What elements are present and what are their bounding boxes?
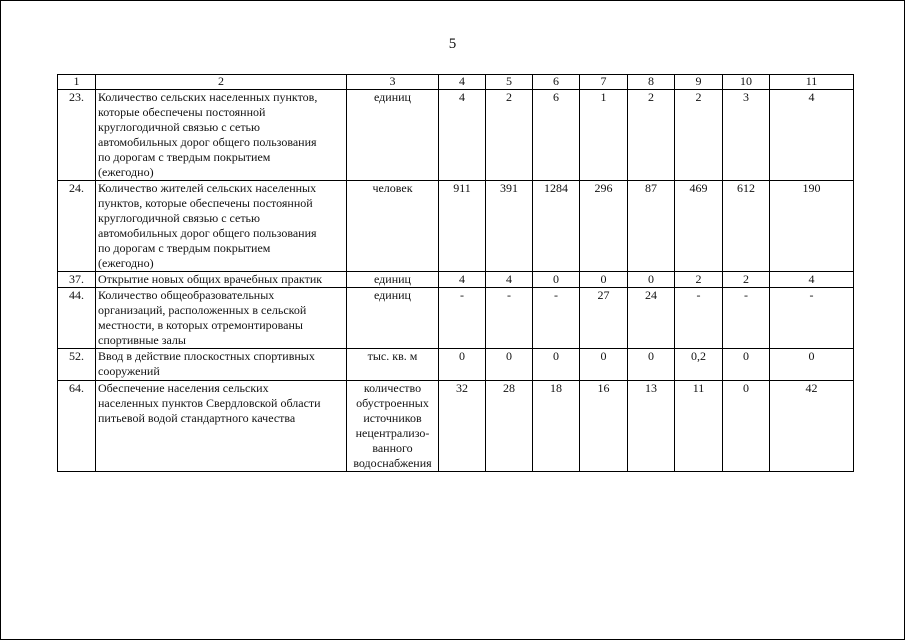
indicator-name-line: автомобильных дорог общего пользования bbox=[98, 226, 317, 240]
indicator-name-line: Количество жителей сельских населенных bbox=[98, 181, 317, 195]
value-cell: 6 bbox=[533, 90, 580, 181]
unit-line: единиц bbox=[374, 272, 411, 286]
table-row bbox=[58, 90, 854, 181]
table-row bbox=[58, 381, 854, 472]
indicator-name-line: по дорогам с твердым покрытием bbox=[98, 241, 271, 255]
column-header: 5 bbox=[486, 75, 533, 90]
column-header: 3 bbox=[347, 75, 439, 90]
unit-line: единиц bbox=[374, 288, 411, 302]
unit-line: единиц bbox=[374, 90, 411, 104]
indicator-name-line: Ввод в действие плоскостных спортивных bbox=[98, 349, 315, 363]
unit-line: обустроенных bbox=[356, 396, 429, 410]
value-cell: 11 bbox=[675, 381, 723, 472]
value-cell: - bbox=[675, 288, 723, 349]
column-header: 8 bbox=[628, 75, 675, 90]
column-header: 9 bbox=[675, 75, 723, 90]
indicator-name bbox=[96, 381, 347, 472]
indicator-name-line: круглогодичной связью с сетью bbox=[98, 211, 260, 225]
value-cell: 0 bbox=[723, 349, 770, 381]
indicator-name-line: Обеспечение населения сельских bbox=[98, 381, 269, 395]
value-cell: 4 bbox=[770, 272, 854, 288]
row-number: 52. bbox=[58, 349, 96, 381]
value-cell: 3 bbox=[723, 90, 770, 181]
value-cell: 190 bbox=[770, 181, 854, 272]
indicator-name-line: Количество сельских населенных пунктов, bbox=[98, 90, 318, 104]
indicator-name-line: по дорогам с твердым покрытием bbox=[98, 150, 271, 164]
indicator-name-line: местности, в которых отремонтированы bbox=[98, 318, 303, 332]
value-cell: 0 bbox=[723, 381, 770, 472]
indicator-name-line: автомобильных дорог общего пользования bbox=[98, 135, 317, 149]
row-number: 23. bbox=[58, 90, 96, 181]
value-cell: 4 bbox=[770, 90, 854, 181]
column-header: 1 bbox=[58, 75, 96, 90]
column-header: 7 bbox=[580, 75, 628, 90]
value-cell: 469 bbox=[675, 181, 723, 272]
value-cell: 296 bbox=[580, 181, 628, 272]
value-cell: - bbox=[533, 288, 580, 349]
unit-line: количество bbox=[363, 381, 422, 395]
row-number: 37. bbox=[58, 272, 96, 288]
value-cell: - bbox=[723, 288, 770, 349]
indicator-name-line: (ежегодно) bbox=[98, 165, 154, 179]
value-cell: 0 bbox=[628, 349, 675, 381]
row-number: 44. bbox=[58, 288, 96, 349]
value-cell: 87 bbox=[628, 181, 675, 272]
indicator-name-line: спортивные залы bbox=[98, 333, 186, 347]
table-row bbox=[58, 272, 854, 288]
unit-of-measure bbox=[347, 381, 439, 472]
unit-line: человек bbox=[372, 181, 413, 195]
value-cell: 1284 bbox=[533, 181, 580, 272]
value-cell: 2 bbox=[675, 272, 723, 288]
value-cell: 2 bbox=[486, 90, 533, 181]
value-cell: 391 bbox=[486, 181, 533, 272]
unit-of-measure bbox=[347, 349, 439, 381]
indicator-name bbox=[96, 90, 347, 181]
value-cell: 4 bbox=[439, 272, 486, 288]
value-cell: 13 bbox=[628, 381, 675, 472]
value-cell: 0 bbox=[580, 272, 628, 288]
value-cell: 0,2 bbox=[675, 349, 723, 381]
value-cell: 32 bbox=[439, 381, 486, 472]
value-cell: 2 bbox=[723, 272, 770, 288]
value-cell: 2 bbox=[628, 90, 675, 181]
indicator-name-line: пунктов, которые обеспечены постоянной bbox=[98, 196, 313, 210]
column-header: 10 bbox=[723, 75, 770, 90]
table-body bbox=[58, 75, 854, 472]
indicator-name-line: питьевой водой стандартного качества bbox=[98, 411, 296, 425]
table-header-row bbox=[58, 75, 854, 90]
indicator-name-line: населенных пунктов Свердловской области bbox=[98, 396, 321, 410]
page-number: 5 bbox=[448, 36, 457, 52]
indicator-name-line: которые обеспечены постоянной bbox=[98, 105, 266, 119]
unit-line: нецентрализо- bbox=[355, 426, 430, 440]
value-cell: - bbox=[486, 288, 533, 349]
table-row bbox=[58, 288, 854, 349]
value-cell: 18 bbox=[533, 381, 580, 472]
value-cell: 1 bbox=[580, 90, 628, 181]
column-header: 6 bbox=[533, 75, 580, 90]
value-cell: 0 bbox=[770, 349, 854, 381]
value-cell: 0 bbox=[439, 349, 486, 381]
table-row bbox=[58, 181, 854, 272]
value-cell: 0 bbox=[580, 349, 628, 381]
unit-line: водоснабжения bbox=[353, 456, 432, 470]
row-number: 24. bbox=[58, 181, 96, 272]
value-cell: - bbox=[439, 288, 486, 349]
value-cell: 0 bbox=[533, 349, 580, 381]
indicator-name bbox=[96, 349, 347, 381]
value-cell: 24 bbox=[628, 288, 675, 349]
row-number: 64. bbox=[58, 381, 96, 472]
value-cell: 4 bbox=[486, 272, 533, 288]
unit-of-measure bbox=[347, 181, 439, 272]
value-cell: 0 bbox=[628, 272, 675, 288]
column-header: 11 bbox=[770, 75, 854, 90]
indicator-name bbox=[96, 288, 347, 349]
value-cell: 0 bbox=[486, 349, 533, 381]
value-cell: 42 bbox=[770, 381, 854, 472]
unit-line: тыс. кв. м bbox=[367, 349, 418, 363]
value-cell: 0 bbox=[533, 272, 580, 288]
value-cell: 4 bbox=[439, 90, 486, 181]
unit-line: источников bbox=[363, 411, 422, 425]
value-cell: 27 bbox=[580, 288, 628, 349]
value-cell: 2 bbox=[675, 90, 723, 181]
table-row bbox=[58, 349, 854, 381]
indicator-name bbox=[96, 181, 347, 272]
indicator-name bbox=[96, 272, 347, 288]
value-cell: 16 bbox=[580, 381, 628, 472]
indicator-name-line: круглогодичной связью с сетью bbox=[98, 120, 260, 134]
column-header: 4 bbox=[439, 75, 486, 90]
unit-of-measure bbox=[347, 288, 439, 349]
indicator-name-line: (ежегодно) bbox=[98, 256, 154, 270]
value-cell: 612 bbox=[723, 181, 770, 272]
value-cell: 28 bbox=[486, 381, 533, 472]
indicator-name-line: Количество общеобразовательных bbox=[98, 288, 275, 302]
value-cell: 911 bbox=[439, 181, 486, 272]
value-cell: - bbox=[770, 288, 854, 349]
indicators-table bbox=[57, 74, 854, 472]
indicator-name-line: Открытие новых общих врачебных практик bbox=[98, 272, 323, 286]
column-header: 2 bbox=[96, 75, 347, 90]
unit-of-measure bbox=[347, 90, 439, 181]
indicator-name-line: сооружений bbox=[98, 364, 160, 378]
indicator-name-line: организаций, расположенных в сельской bbox=[98, 303, 307, 317]
unit-line: ванного bbox=[372, 441, 413, 455]
unit-of-measure bbox=[347, 272, 439, 288]
